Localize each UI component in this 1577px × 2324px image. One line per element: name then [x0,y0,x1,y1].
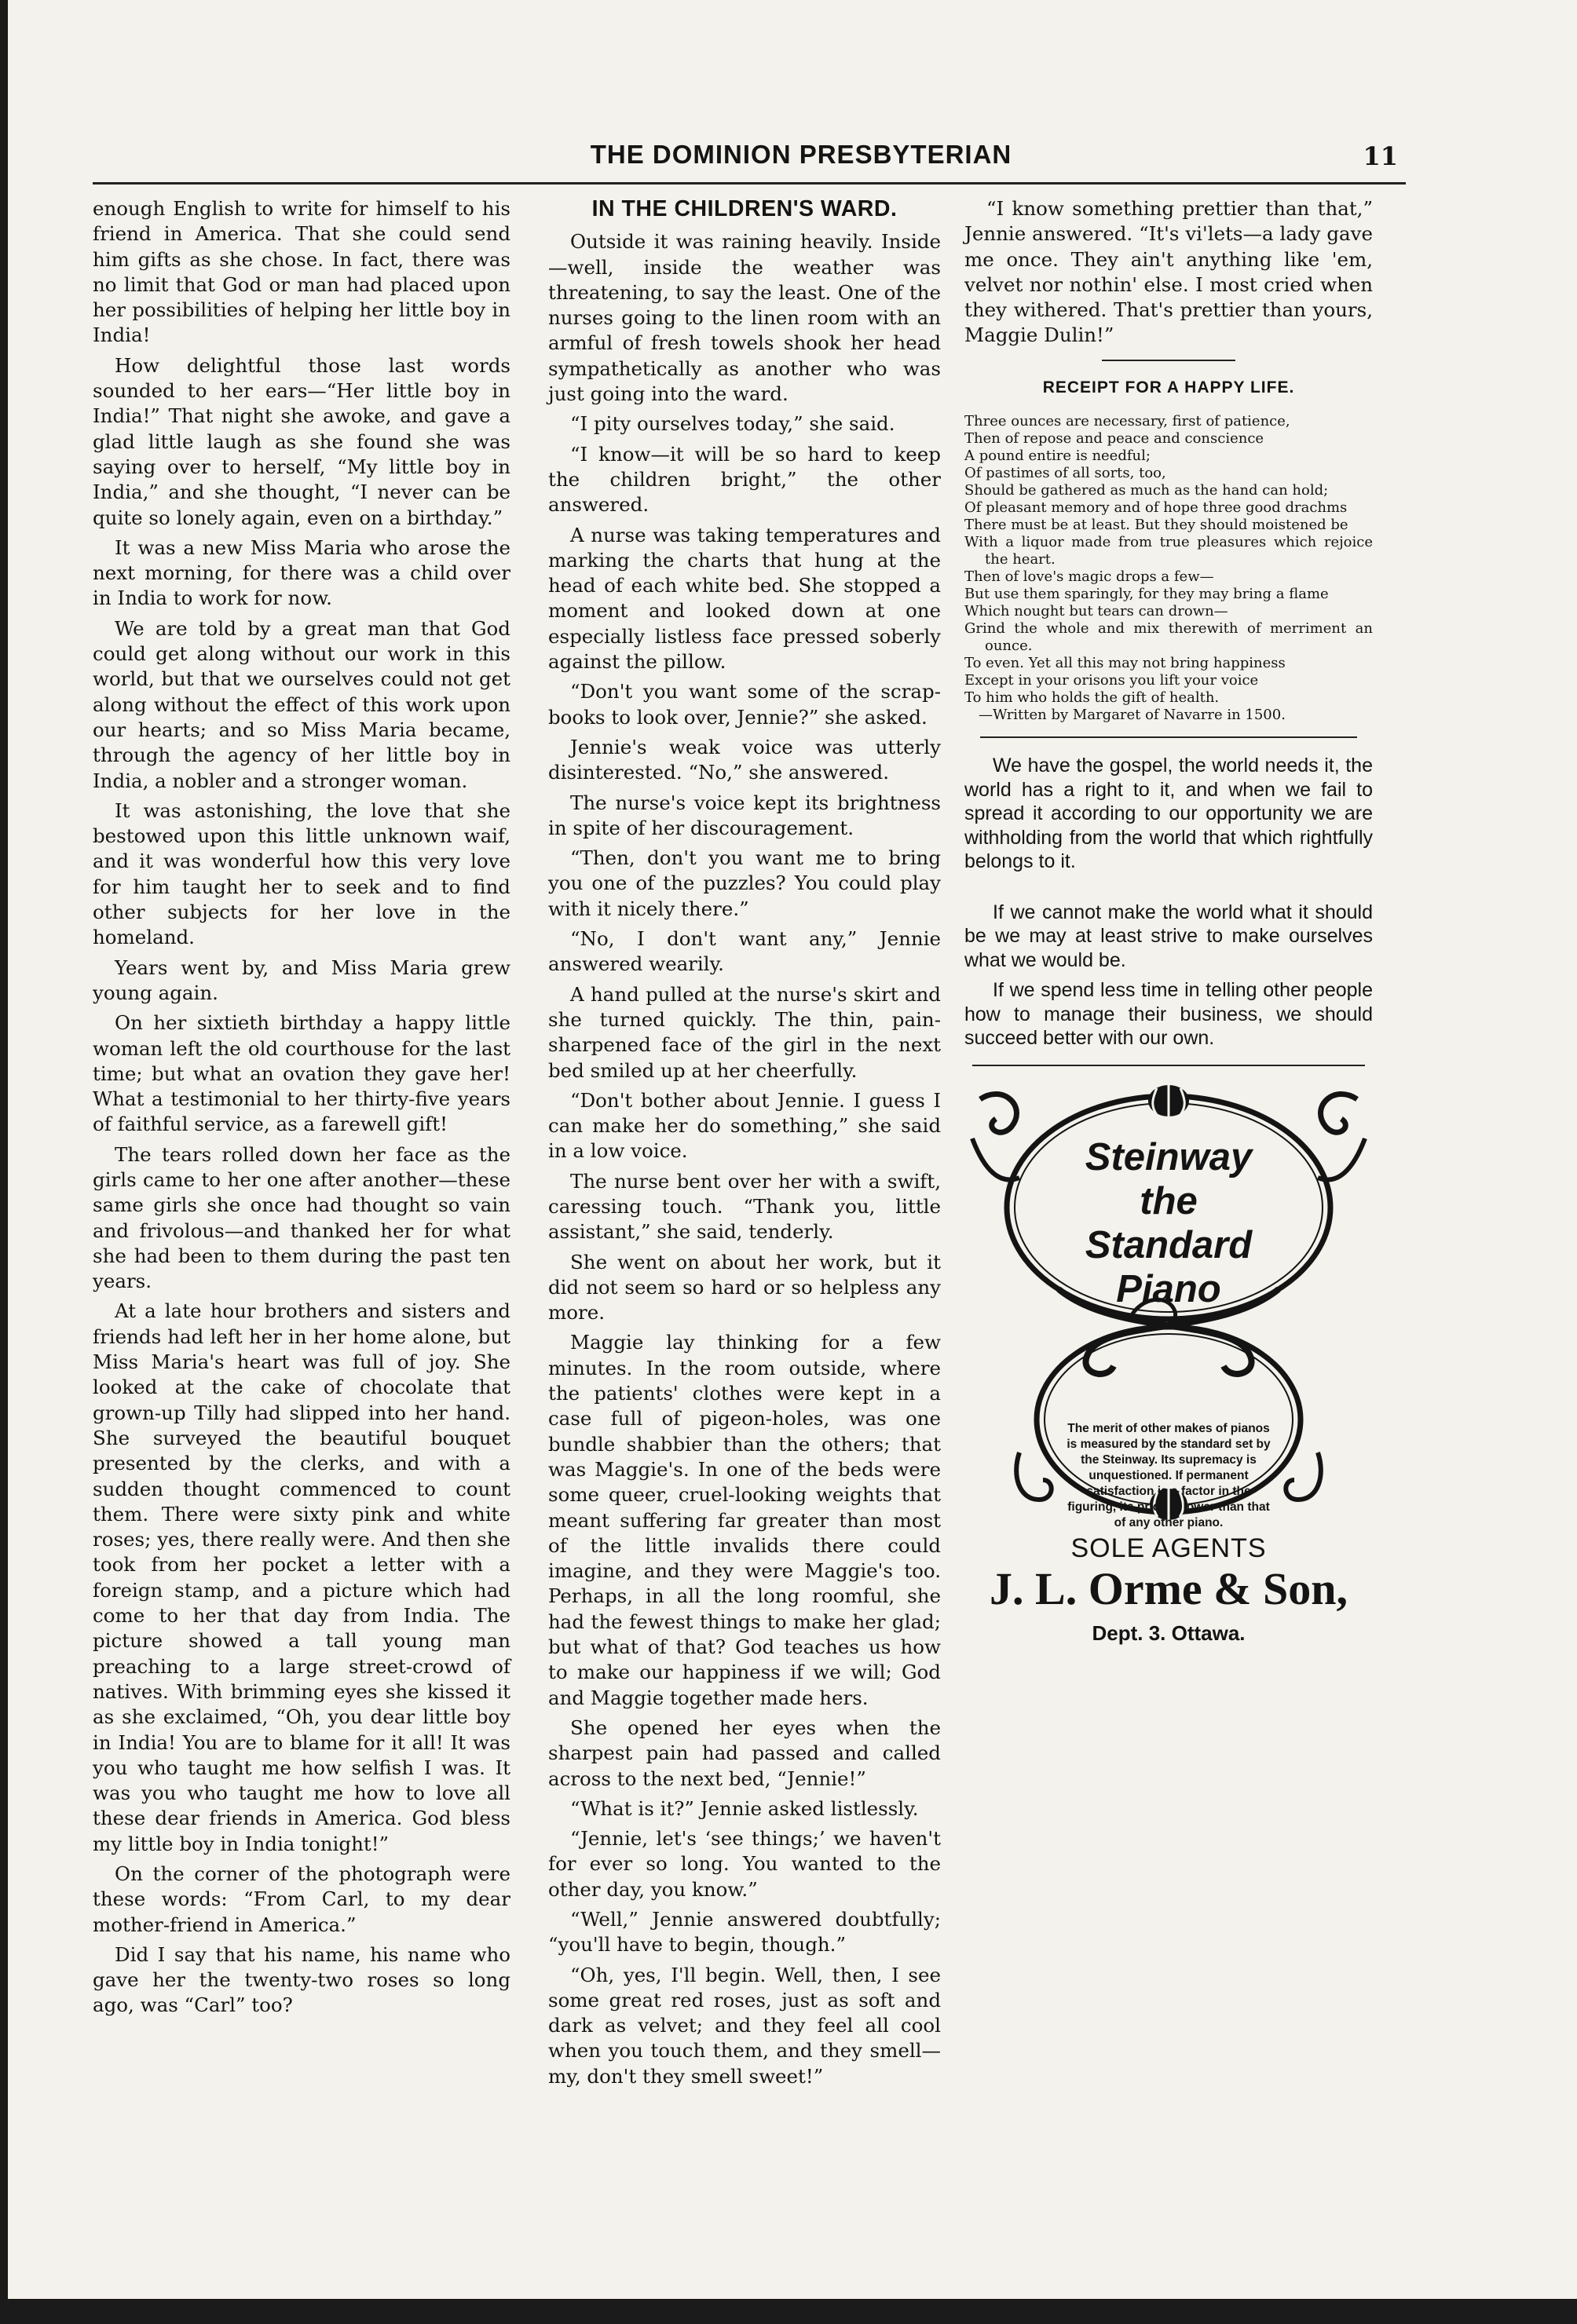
header-rule [93,182,1406,185]
ad-sole-agents: SOLE AGENTS [1070,1533,1267,1563]
story-paragraph: On the corner of the photograph were these words: “From Carl, to my dear mother-friend in America.” [93,1862,510,1936]
ad-firm-name: J. L. Orme & Son, [990,1562,1348,1614]
poem-line: There must be at least. But they should moistened be [964,517,1348,534]
divider-rule [1102,360,1235,361]
story-paragraph: “Jennie, let's ‘see things;’ we haven't for ever so long. You wanted to the other day, you know.” [548,1827,941,1901]
column-left [93,196,510,2023]
story-paragraph: How delightful those last words sounded to her ears—“Her little boy in India!” That night she awoke, and gave a glad little laugh as she found she was saying over to herself, “My little boy in India,” and she thought, “I never can be quite so lonely again, even on a birthday.” [93,353,510,529]
story-paragraph: We are told by a great man that God could get along without our work in this world, but that we ourselves could not get along without the effect of this work upon our hearts; and so Miss Maria became, through the agency of her little boy in India, a nobler and a stronger woman. [93,616,510,792]
story-paragraph: She opened her eyes when the sharpest pain had passed and called across to the next bed, “Jennie!” [548,1716,941,1790]
story-paragraph: “Oh, yes, I'll begin. Well, then, I see some great red roses, just as soft and dark as velvet; and they feel all cool when you touch them, and they smell—my, don't they smell sweet!” [548,1963,941,2088]
ad-merit-text: The merit of other makes of pianos is measured by the standard set by the Steinway. Its supremacy is unquestioned. If permanent satisfaction is a factor in the figuring, its price is lower than that of any other piano. [1067,1421,1271,1529]
poem-line: Then of repose and peace and conscience [964,430,1264,448]
article-title: IN THE CHILDREN'S WARD. [591,196,898,221]
poem-line: A pound entire is needful; [964,448,1151,465]
poem-line: Then of love's magic drops a few— [964,568,1214,586]
poem-line: Except in your orisons you lift your voice [964,672,1259,689]
story-paragraph: “I pity ourselves today,” she said. [570,412,895,436]
ad-address: Dept. 3. Ottawa. [1092,1621,1246,1645]
poem-line: Of pastimes of all sorts, too, [964,465,1166,482]
story-paragraph: “I know something prettier than that,” Jennie answered. “It's vi'lets—a lady gave me once. They ain't anything like 'em, velvet nor nothin' else. I most cried when they withered. That's prettier than yours, Maggie Dulin!” [964,197,1373,347]
ad-name-line: the [1140,1179,1198,1222]
story-paragraph: “Well,” Jennie answered doubtfully; “you'll have to begin, though.” [548,1908,941,1957]
poem-line: To him who holds the gift of health. [964,689,1220,707]
story-paragraph: “Then, don't you want me to bring you one of the puzzles? You could play with it nicely there.” [548,846,941,920]
story-paragraph: Jennie's weak voice was utterly disinterested. “No,” she answered. [548,735,941,784]
poem [964,413,1373,724]
story-paragraph: A nurse was taking temperatures and marking the charts that hung at the head of each white bed. She stopped a moment and looked down at one especially listless face pressed soberly against the pillow. [548,523,941,674]
story-paragraph: “Don't you want some of the scrap-books to look over, Jennie?” she asked. [548,680,941,729]
divider-rule [972,1065,1365,1066]
page-number: 11 [1363,141,1398,171]
poem-line: But use them sparingly, for they may bring a flame [964,586,1329,603]
story-paragraph: Outside it was raining heavily. Inside—well, inside the weather was threatening, to say the least. One of the nurses going to the linen room with an armful of fresh towels shook her head sympathetically as another who was just going into the ward. [548,230,941,406]
steinway-advertisement [964,1083,1373,1529]
saying-paragraph: If we spend less time in telling other people how to manage their business, we should succeed better with our own. [964,979,1373,1050]
poem-line: To even. Yet all this may not bring happiness [964,655,1286,672]
story-paragraph: The tears rolled down her face as the girls came to her one after another—these same girls she once had thought so vain and frivolous—and thanked her for what she had been to them during the past ten years. [93,1142,510,1293]
story-paragraph: At a late hour brothers and sisters and friends had left her in her home alone, but Miss Maria's heart was full of joy. She looked at the cake of chocolate that grown-up Tilly had slipped into her hand. She surveyed the beautiful bouquet presented by the clerks, and with a sudden thought commenced to count them. There were sixty pink and white roses; yes, there really were. And then she took from her pocket a letter with a foreign stamp, and a picture which had come to her that day from India. The picture showed a tall young man preaching to a large street-crowd of natives. With brimming eyes she kissed it as she exclaimed, “Oh, you dear little boy in India! You are to blame for it all! It was you who taught me how selfish I was. It was you who taught me how to love all these dear friends in America. God bless my little boy in India tonight!” [93,1299,510,1855]
story-paragraph: Maggie lay thinking for a few minutes. In the room outside, where the patients' clothes were kept in a case full of pigeon-holes, was one bundle shabbier than the others; that was Maggie's. In one of the beds were some queer, cruel-looking weights that meant suffering far greater than most of the little invalids there could imagine, and they were Maggie's too. Perhaps, in all the long roomful, she had the fewest things to make her glad; but what of that? God teaches us how to make our happiness if we will; God and Maggie together made hers. [548,1331,941,1709]
column-middle [548,196,941,2094]
story-paragraph: She went on about her work, but it did not seem so hard or so helpless any more. [548,1250,941,1325]
story-paragraph: The nurse's voice kept its brightness in spite of her discouragement. [548,791,941,839]
story-paragraph: “Don't bother about Jennie. I guess I can make her do something,” she said in a low voice. [548,1088,941,1163]
story-paragraph: It was a new Miss Maria who arose the next morning, for there was a child over in India to work for now. [93,535,510,610]
sayings-block [964,754,1373,1051]
poem-line: With a liquor made from true pleasures which rejoice the heart. [964,534,1373,568]
scan-edge-bottom [0,2299,1577,2324]
ad-name-line: Standard [1085,1223,1253,1266]
ad-name-line: Steinway [1085,1135,1253,1178]
masthead-title: THE DOMINION PRESBYTERIAN [590,140,1012,169]
poem-line: Which nought but tears can drown— [964,603,1228,620]
saying-paragraph: If we cannot make the world what it should be we may at least strive to make ourselves what we would be. [964,901,1373,971]
story-paragraph: A hand pulled at the nurse's skirt and she turned quickly. The thin, pain-sharpened face of the girl in the next bed smiled up at her cheerfully. [548,982,941,1082]
divider-rule [980,736,1357,738]
story-paragraph: “No, I don't want any,” Jennie answered wearily. [548,927,941,976]
story-paragraph: It was astonishing, the love that she bestowed upon this little unknown waif, and it was wonderful how this very love for him taught her to seek and to find other subjects for her love in the homeland. [93,798,510,949]
ad-name-line: Piano [1116,1267,1221,1310]
poem-line: Three ounces are necessary, first of patience, [964,413,1290,430]
poem-title: RECEIPT FOR A HAPPY LIFE. [1042,378,1295,396]
story-paragraph: The nurse bent over her with a swift, caressing touch. “Thank you, little assistant,” she said, tenderly. [548,1169,941,1244]
poem-line: Grind the whole and mix therewith of merriment an ounce. [964,620,1373,655]
column-right [964,196,1373,1646]
poem-credit: —Written by Margaret of Navarre in 1500. [979,707,1286,724]
story-paragraph: “I know—it will be so hard to keep the children bright,” the other answered. [548,442,941,517]
poem-line: Should be gathered as much as the hand can hold; [964,482,1329,499]
story-paragraph: Years went by, and Miss Maria grew young again. [93,956,510,1004]
story-paragraph: On her sixtieth birthday a happy little woman left the old courthouse for the last time; but what an ovation they gave her! What a testimonial to her thirty-five years of faithful service, as a farewell gift! [93,1011,510,1136]
poem-line: Of pleasant memory and of hope three good drachms [964,499,1348,517]
saying-paragraph: We have the gospel, the world needs it, the world has a right to it, and when we fail to spread it according to our opportunity we are withholding from the world that which rightfully belongs to it. [964,755,1373,873]
story-paragraph: enough English to write for himself to his friend in America. That she could send him gifts as she chose. In fact, there was no limit that God or man had placed upon her possibilities of helping her little boy in India! [93,197,510,347]
scan-edge-left [0,0,8,2324]
story-paragraph: Did I say that his name, his name who gave her the twenty-two roses so long ago, was “Carl” too? [93,1942,510,2017]
story-paragraph: “What is it?” Jennie asked listlessly. [570,1796,919,1820]
